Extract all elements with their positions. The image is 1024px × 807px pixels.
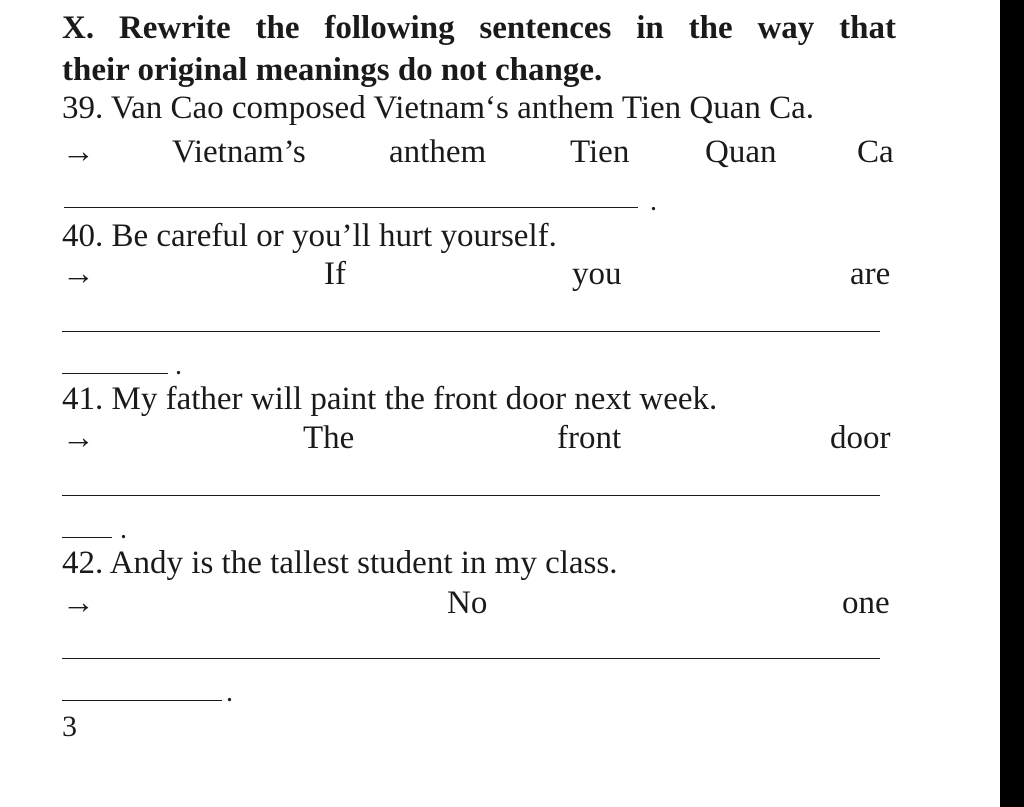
prompt-word: Tien bbox=[570, 134, 630, 170]
question-42-sentence bbox=[62, 543, 617, 583]
prompt-word: front bbox=[557, 420, 622, 456]
prompt-word: door bbox=[830, 420, 891, 456]
answer-blank-41-line1[interactable] bbox=[62, 495, 880, 496]
arrow-icon: → bbox=[62, 420, 95, 456]
prompt-word: Ca bbox=[857, 134, 894, 170]
answer-blank-42-line2[interactable] bbox=[62, 700, 222, 701]
question-number: 41. bbox=[62, 381, 104, 417]
question-40-prompt bbox=[62, 254, 896, 294]
question-41-prompt bbox=[62, 418, 896, 458]
question-text: Andy is the tallest student in my class. bbox=[109, 545, 618, 581]
prompt-word: are bbox=[850, 256, 891, 292]
prompt-word: one bbox=[842, 585, 890, 621]
end-period: . bbox=[120, 514, 127, 545]
question-40-sentence bbox=[62, 216, 557, 256]
prompt-word: Vietnam’s bbox=[172, 134, 306, 170]
question-39-sentence bbox=[62, 88, 814, 128]
prompt-word: Quan bbox=[705, 134, 777, 170]
question-text: Be careful or you’ll hurt yourself. bbox=[111, 218, 557, 254]
arrow-icon: → bbox=[62, 134, 95, 170]
question-number: 39. bbox=[62, 90, 104, 126]
scan-border bbox=[1000, 0, 1024, 807]
prompt-word: The bbox=[303, 420, 355, 456]
end-period: . bbox=[175, 350, 182, 381]
question-text: Van Cao composed Vietnam‘s anthem Tien Quan Ca. bbox=[110, 90, 815, 126]
section-heading-line1: X. Rewrite the following sentences in the way that bbox=[62, 10, 896, 46]
question-39-prompt bbox=[62, 132, 896, 172]
end-period: . bbox=[226, 677, 233, 708]
prompt-word: No bbox=[447, 585, 488, 621]
arrow-icon: → bbox=[62, 256, 95, 292]
prompt-word: anthem bbox=[389, 134, 487, 170]
answer-blank-40-line2[interactable] bbox=[62, 373, 168, 374]
prompt-word: If bbox=[324, 256, 346, 292]
answer-blank-39[interactable] bbox=[64, 207, 638, 208]
question-number: 42. bbox=[62, 545, 104, 581]
arrow-icon: → bbox=[62, 585, 95, 621]
answer-blank-40-line1[interactable] bbox=[62, 331, 880, 332]
prompt-word: you bbox=[572, 256, 622, 292]
page-number: 3 bbox=[62, 710, 77, 743]
end-period: . bbox=[650, 186, 657, 217]
question-41-sentence bbox=[62, 379, 717, 419]
answer-blank-41-line2[interactable] bbox=[62, 537, 112, 538]
section-heading-line2: their original meanings do not change. bbox=[62, 52, 603, 88]
question-text: My father will paint the front door next week. bbox=[111, 381, 718, 417]
question-42-prompt bbox=[62, 583, 896, 623]
question-number: 40. bbox=[62, 218, 104, 254]
answer-blank-42-line1[interactable] bbox=[62, 658, 880, 659]
